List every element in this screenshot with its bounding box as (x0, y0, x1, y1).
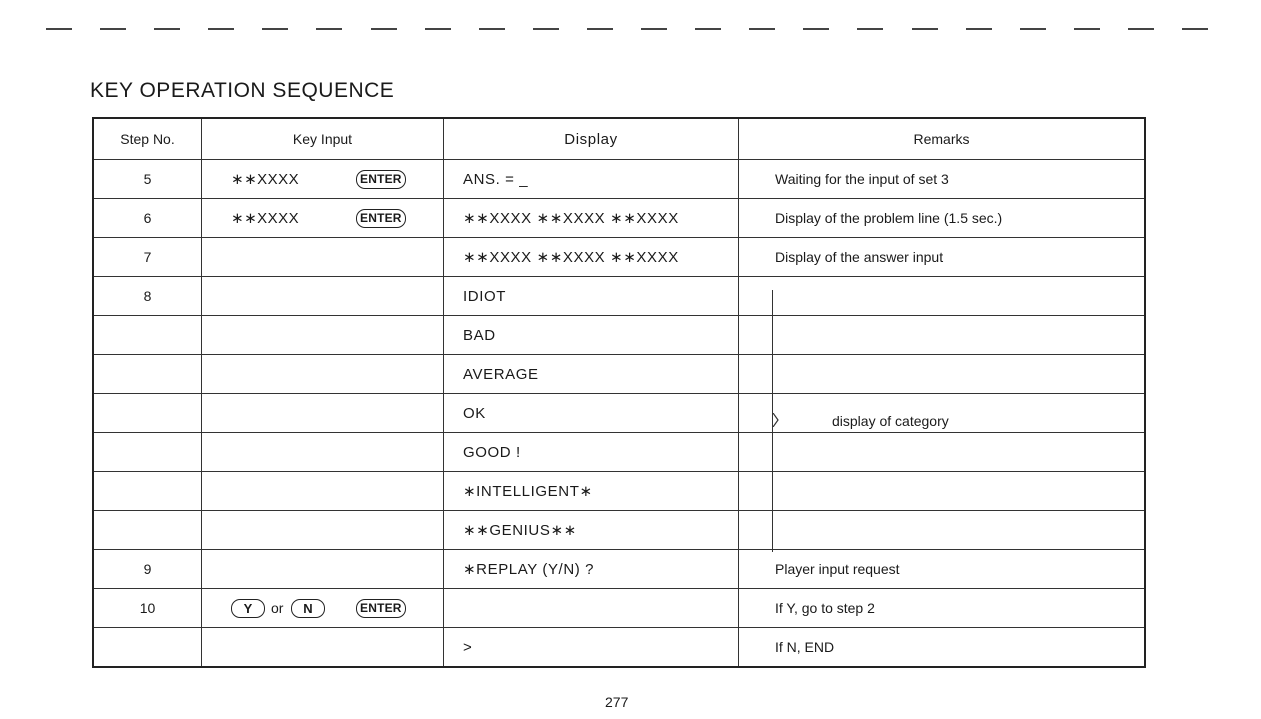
table-header-row (93, 118, 1145, 160)
step-cell: 5 (93, 160, 202, 199)
remarks-cell: If Y, go to step 2 (739, 589, 1146, 628)
step-cell (93, 472, 202, 511)
display-cell: AVERAGE (444, 355, 739, 394)
step-cell (93, 511, 202, 550)
category-note: display of category (832, 413, 949, 429)
key-input-cell (202, 277, 444, 316)
table-row (93, 589, 1145, 628)
step-cell (93, 316, 202, 355)
step-cell: 7 (93, 238, 202, 277)
top-dashed-rule (46, 28, 1208, 34)
display-cell: ∗∗XXXX ∗∗XXXX ∗∗XXXX (444, 199, 739, 238)
page-number: 277 (605, 694, 629, 710)
display-cell: ∗INTELLIGENT∗ (444, 472, 739, 511)
table-row (93, 316, 1145, 355)
key-input-cell (202, 472, 444, 511)
remarks-cell: Display of the problem line (1.5 sec.) (739, 199, 1146, 238)
table-row (93, 199, 1145, 238)
table-row (93, 472, 1145, 511)
step-cell: 8 (93, 277, 202, 316)
display-cell: OK (444, 394, 739, 433)
step-cell (93, 355, 202, 394)
display-cell: ∗REPLAY (Y/N) ? (444, 550, 739, 589)
key-operation-table (92, 117, 1146, 668)
key-input-cell (202, 355, 444, 394)
n-key-icon: N (291, 599, 325, 618)
key-code: ∗∗XXXX (231, 210, 300, 227)
key-input-cell (202, 550, 444, 589)
header-key-input: Key Input (202, 118, 444, 160)
table-row (93, 511, 1145, 550)
page-title: KEY OPERATION SEQUENCE (90, 79, 395, 102)
remarks-cell (739, 433, 1146, 472)
enter-key-icon: ENTER (356, 599, 406, 618)
step-cell (93, 628, 202, 668)
remarks-cell: Waiting for the input of set 3 (739, 160, 1146, 199)
remarks-cell: Player input request (739, 550, 1146, 589)
table-row (93, 394, 1145, 433)
key-input-cell (202, 199, 444, 238)
key-input-cell (202, 238, 444, 277)
step-cell: 9 (93, 550, 202, 589)
key-input-cell (202, 628, 444, 668)
key-input-cell (202, 589, 444, 628)
enter-key-icon: ENTER (356, 209, 406, 228)
step-cell: 10 (93, 589, 202, 628)
remarks-cell (739, 511, 1146, 550)
key-input-cell (202, 511, 444, 550)
table-row (93, 160, 1145, 199)
remarks-cell (739, 277, 1146, 316)
y-key-icon: Y (231, 599, 265, 618)
key-input-cell (202, 316, 444, 355)
step-cell: 6 (93, 199, 202, 238)
enter-key-icon: ENTER (356, 170, 406, 189)
table-row (93, 628, 1145, 668)
key-input-cell (202, 394, 444, 433)
or-text: or (271, 600, 284, 616)
display-cell: ANS. = _ (444, 160, 739, 199)
display-cell: ∗∗XXXX ∗∗XXXX ∗∗XXXX (444, 238, 739, 277)
display-cell (444, 589, 739, 628)
remarks-cell: Display of the answer input (739, 238, 1146, 277)
header-display: Display (444, 118, 739, 160)
table-row (93, 238, 1145, 277)
step-cell (93, 394, 202, 433)
display-cell: BAD (444, 316, 739, 355)
key-code: ∗∗XXXX (231, 171, 300, 188)
display-cell: > (444, 628, 739, 668)
header-remarks: Remarks (739, 118, 1146, 160)
remarks-cell (739, 316, 1146, 355)
display-cell: GOOD ! (444, 433, 739, 472)
remarks-cell (739, 472, 1146, 511)
key-input-cell (202, 433, 444, 472)
step-cell (93, 433, 202, 472)
key-input-cell (202, 160, 444, 199)
table-row (93, 355, 1145, 394)
remarks-cell (739, 355, 1146, 394)
display-cell: ∗∗GENIUS∗∗ (444, 511, 739, 550)
table-row (93, 433, 1145, 472)
table-row (93, 550, 1145, 589)
header-step: Step No. (93, 118, 202, 160)
display-cell: IDIOT (444, 277, 739, 316)
remarks-cell: If N, END (739, 628, 1146, 668)
table-row (93, 277, 1145, 316)
brace-tip-icon (773, 413, 779, 427)
